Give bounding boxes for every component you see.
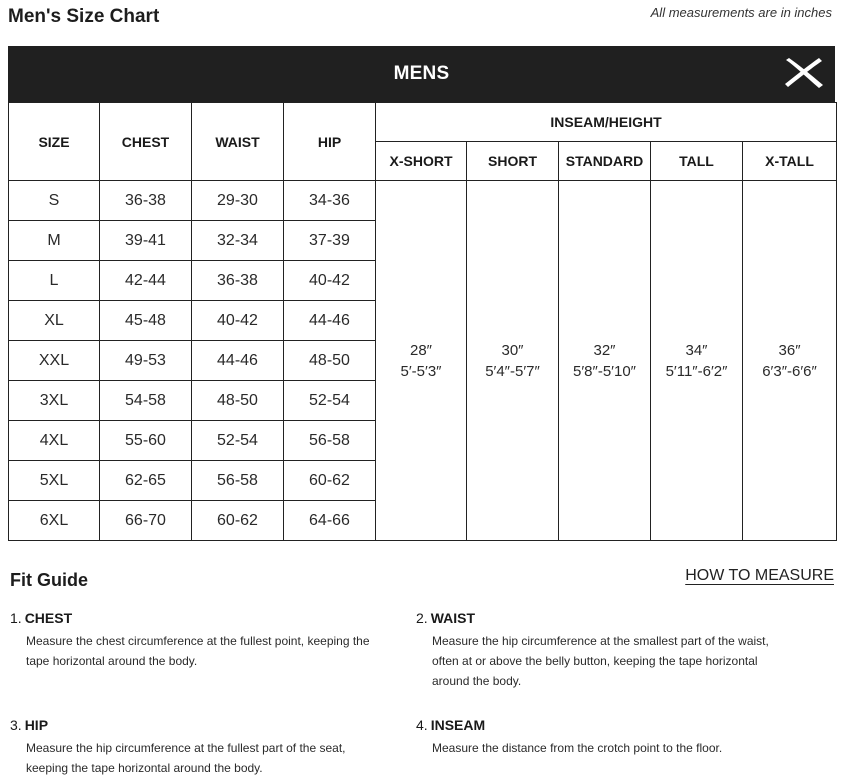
inseam-x-short-cell — [376, 181, 467, 541]
fit-guide-item-hip — [10, 717, 410, 778]
fit-guide-item-waist — [416, 610, 816, 691]
waist-cell: 44-46 — [192, 341, 284, 381]
inseam-value: 30″ — [501, 341, 524, 359]
size-cell: L — [9, 261, 100, 301]
banner-title: MENS — [393, 63, 450, 84]
height-range: 5′8″-5′10″ — [573, 362, 636, 380]
inseam-x-tall-cell — [743, 181, 837, 541]
guide-description: Measure the chest circumference at the fullest point, keeping the tape horizontal around the body. — [26, 634, 370, 668]
waist-cell: 56-58 — [192, 461, 284, 501]
hip-cell: 40-42 — [284, 261, 376, 301]
hip-cell: 34-36 — [284, 181, 376, 221]
size-cell: XL — [9, 301, 100, 341]
size-cell: 6XL — [9, 501, 100, 541]
col-header-chest: CHEST — [100, 103, 192, 181]
chest-cell: 54-58 — [100, 381, 192, 421]
fit-guide-item-inseam — [416, 717, 816, 758]
how-to-measure-link[interactable]: HOW TO MEASURE — [685, 567, 834, 584]
guide-label: INSEAM — [430, 717, 486, 733]
measurement-note: All measurements are in inches — [650, 5, 832, 20]
waist-cell: 29-30 — [192, 181, 284, 221]
waist-cell: 40-42 — [192, 301, 284, 341]
height-range: 6′3″-6′6″ — [762, 362, 817, 380]
col-header-hip: HIP — [284, 103, 376, 181]
fit-guide-item-chest — [10, 610, 410, 671]
height-range: 5′11″-6′2″ — [665, 362, 728, 380]
size-cell: M — [9, 221, 100, 261]
size-cell: 3XL — [9, 381, 100, 421]
chest-cell: 62-65 — [100, 461, 192, 501]
col-header-inseam-group: INSEAM/HEIGHT — [376, 103, 837, 142]
size-cell: XXL — [9, 341, 100, 381]
hip-cell: 56-58 — [284, 421, 376, 461]
col-header-short: SHORT — [467, 142, 559, 181]
col-header-x-short: X-SHORT — [376, 142, 467, 181]
inseam-standard-cell — [559, 181, 651, 541]
inseam-tall-cell — [651, 181, 743, 541]
guide-description: Measure the hip circumference at the fullest part of the seat, keeping the tape horizontal around the body. — [26, 741, 346, 775]
guide-label: CHEST — [24, 610, 73, 626]
guide-label: WAIST — [430, 610, 476, 626]
chest-cell: 42-44 — [100, 261, 192, 301]
guide-description: Measure the hip circumference at the smallest part of the waist, often at or above the belly button, keeping the tape horizontal around the body. — [432, 634, 769, 688]
hip-cell: 44-46 — [284, 301, 376, 341]
height-range: 5′4″-5′7″ — [485, 362, 540, 380]
inseam-value: 34″ — [685, 341, 708, 359]
guide-label: HIP — [24, 717, 49, 733]
guide-number: 1. — [10, 610, 22, 626]
hip-cell: 52-54 — [284, 381, 376, 421]
waist-cell: 52-54 — [192, 421, 284, 461]
chest-cell: 49-53 — [100, 341, 192, 381]
waist-cell: 32-34 — [192, 221, 284, 261]
size-cell: 5XL — [9, 461, 100, 501]
col-header-x-tall: X-TALL — [743, 142, 837, 181]
height-range: 5′-5′3″ — [400, 362, 442, 380]
fit-guide-title: Fit Guide — [10, 570, 88, 590]
waist-cell: 48-50 — [192, 381, 284, 421]
hip-cell: 48-50 — [284, 341, 376, 381]
inseam-short-cell — [467, 181, 559, 541]
chest-cell: 55-60 — [100, 421, 192, 461]
chest-cell: 45-48 — [100, 301, 192, 341]
col-header-size: SIZE — [9, 103, 100, 181]
waist-cell: 36-38 — [192, 261, 284, 301]
size-cell: 4XL — [9, 421, 100, 461]
chest-cell: 66-70 — [100, 501, 192, 541]
brand-x-logo-icon — [783, 56, 825, 92]
inseam-value: 36″ — [778, 341, 801, 359]
chest-cell: 39-41 — [100, 221, 192, 261]
col-header-tall: TALL — [651, 142, 743, 181]
guide-number: 3. — [10, 717, 22, 733]
table-banner — [8, 46, 835, 102]
size-table — [8, 102, 837, 541]
inseam-value: 32″ — [593, 341, 616, 359]
hip-cell: 60-62 — [284, 461, 376, 501]
inseam-value: 28″ — [410, 341, 432, 359]
col-header-waist: WAIST — [192, 103, 284, 181]
size-cell: S — [9, 181, 100, 221]
guide-number: 2. — [416, 610, 428, 626]
table-row — [9, 181, 837, 221]
waist-cell: 60-62 — [192, 501, 284, 541]
col-header-standard: STANDARD — [559, 142, 651, 181]
chest-cell: 36-38 — [100, 181, 192, 221]
guide-description: Measure the distance from the crotch point to the floor. — [432, 741, 723, 755]
guide-number: 4. — [416, 717, 428, 733]
hip-cell: 37-39 — [284, 221, 376, 261]
page-title: Men's Size Chart — [8, 6, 160, 27]
hip-cell: 64-66 — [284, 501, 376, 541]
